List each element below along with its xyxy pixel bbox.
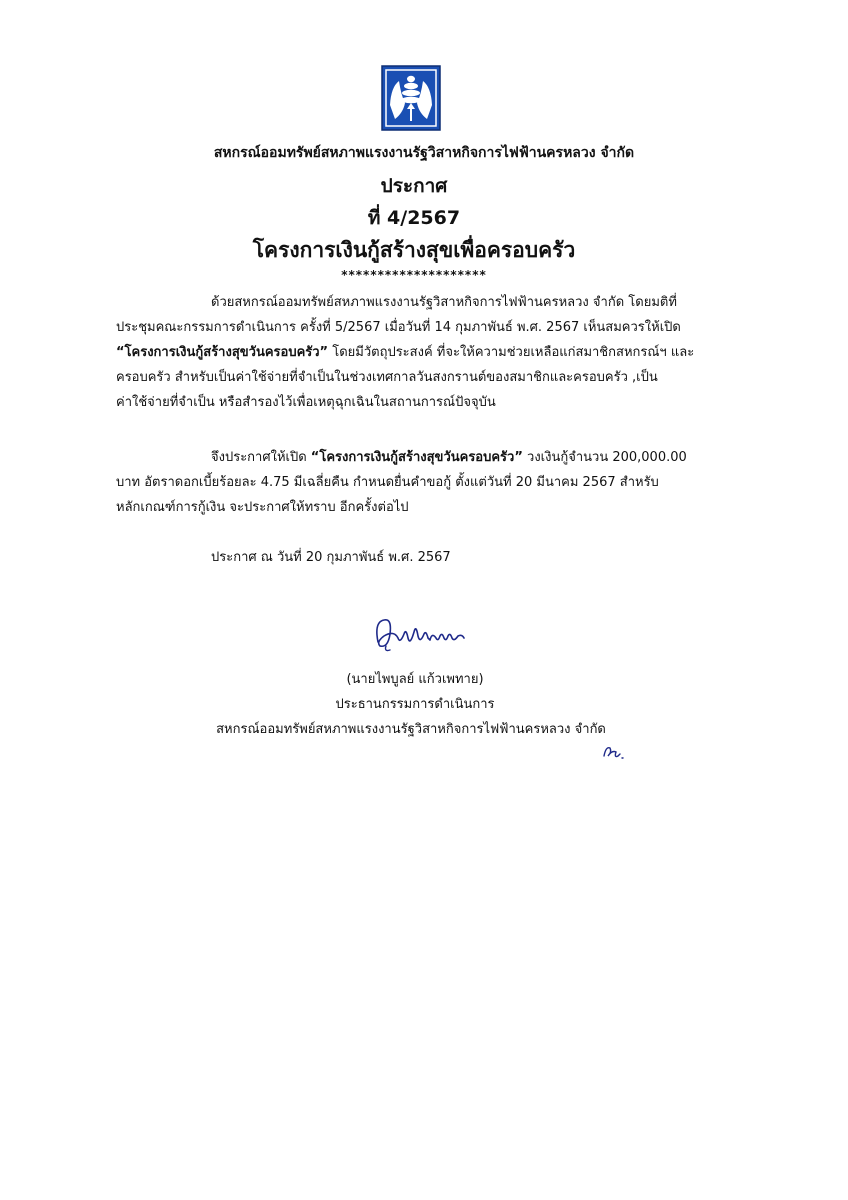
project-name-bold: “โครงการเงินกู้สร้างสุขวันครอบครัว” xyxy=(116,345,329,360)
paragraph-line xyxy=(116,445,714,470)
announcement-number: ที่ 4/2567 xyxy=(367,207,461,229)
announcement-date: ประกาศ ณ วันที่ 20 กุมภาพันธ์ พ.ศ. 2567 xyxy=(211,550,451,565)
paragraph-line: บาท อัตราดอกเบี้ยร้อยละ 4.75 มีเฉลี่ยคืน กำหนดยื่นคำขอกู้ ตั้งแต่วันที่ 20 มีนาคม 2567 สำหรับ xyxy=(116,475,659,490)
paragraph-text: วงเงินกู้จำนวน 200,000.00 xyxy=(522,450,687,465)
paragraph-line: ด้วยสหกรณ์ออมทรัพย์สหภาพแรงงานรัฐวิสาหกิจการไฟฟ้านครหลวง จำกัด โดยมติที่ xyxy=(211,295,677,310)
announcement-label: ประกาศ xyxy=(380,175,448,197)
paragraph-terms xyxy=(116,445,714,520)
initials-mark xyxy=(600,742,630,762)
paragraph-text: โดยมีวัตถุประสงค์ ที่จะให้ความช่วยเหลือแก่สมาชิกสหกรณ์ฯ และ xyxy=(328,345,695,360)
paragraph-line: หลักเกณฑ์การกู้เงิน จะประกาศให้ทราบ อีกครั้งต่อไป xyxy=(116,500,409,515)
project-name-bold: “โครงการเงินกู้สร้างสุขวันครอบครัว” xyxy=(310,450,523,465)
paragraph-line: ค่าใช้จ่ายที่จำเป็น หรือสำรองไว้เพื่อเหตุฉุกเฉินในสถานการณ์ปัจจุบัน xyxy=(116,395,496,410)
signer-position: ประธานกรรมการดำเนินการ xyxy=(335,697,495,712)
organization-header: สหกรณ์ออมทรัพย์สหภาพแรงงานรัฐวิสาหกิจการไฟฟ้านครหลวง จำกัด xyxy=(213,145,635,161)
cooperative-seal-icon xyxy=(381,65,441,131)
paragraph-text: จึงประกาศให้เปิด xyxy=(211,450,311,465)
handwritten-signature xyxy=(370,612,470,654)
signer-organization: สหกรณ์ออมทรัพย์สหภาพแรงงานรัฐวิสาหกิจการไฟฟ้านครหลวง จำกัด xyxy=(216,722,606,737)
paragraph-line: ครอบครัว สำหรับเป็นค่าใช้จ่ายที่จำเป็นในช่วงเทศกาลวันสงกรานต์ของสมาชิกและครอบครัว ,เป็น xyxy=(116,370,658,385)
title-separator: ******************** xyxy=(341,268,487,282)
signer-name: (นายไพบูลย์ แก้วเพทาย) xyxy=(346,672,484,687)
project-title: โครงการเงินกู้สร้างสุขเพื่อครอบครัว xyxy=(252,238,576,262)
paragraph-line xyxy=(116,340,714,365)
paragraph-purpose xyxy=(116,290,714,415)
paragraph-line: ประชุมคณะกรรมการดำเนินการ ครั้งที่ 5/2567 เมื่อวันที่ 14 กุมภาพันธ์ พ.ศ. 2567 เห็นสมควรให้เปิด xyxy=(116,320,681,335)
